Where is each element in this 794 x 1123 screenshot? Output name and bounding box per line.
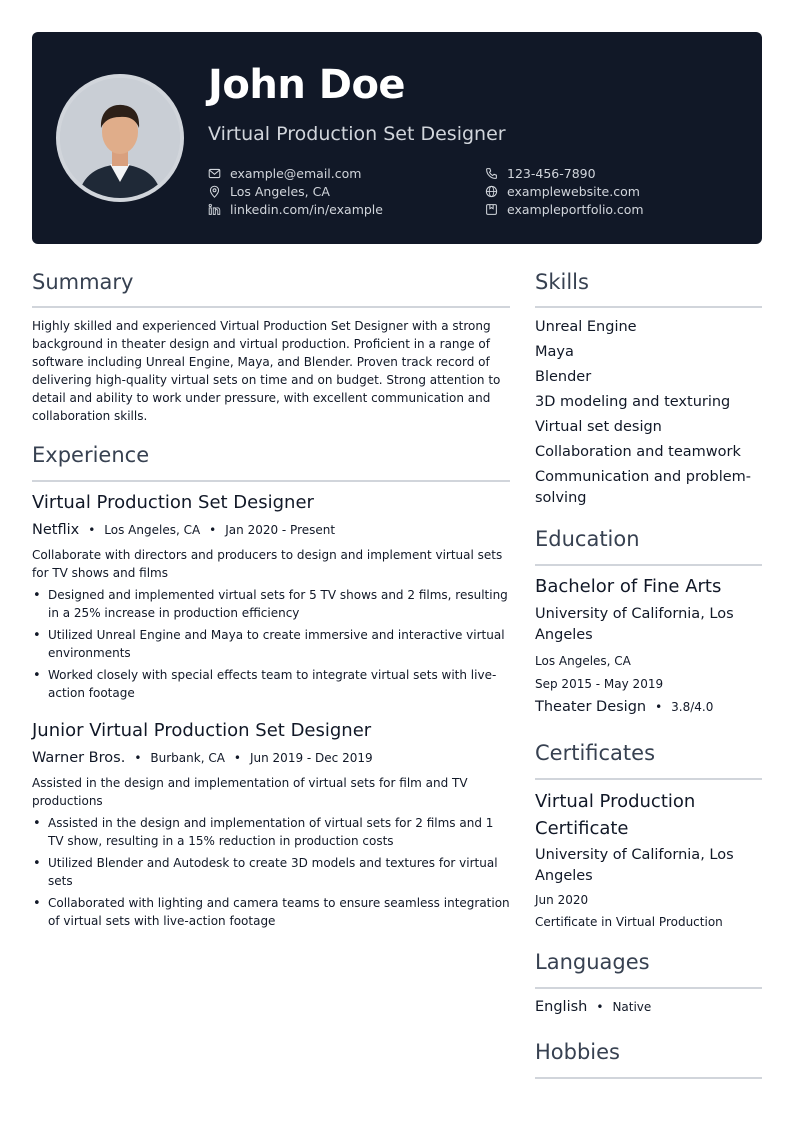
profile-photo — [56, 74, 184, 202]
contact-linkedin[interactable] — [208, 202, 383, 217]
linkedin-icon — [208, 203, 221, 216]
email-text: example@email.com — [230, 166, 362, 181]
separator-dot: • — [88, 523, 96, 537]
certificates-heading: Certificates — [535, 741, 656, 765]
job-title: Junior Virtual Production Set Designer — [32, 720, 372, 741]
education-heading: Education — [535, 527, 640, 551]
certificate-name: Virtual Production Certificate — [535, 791, 696, 839]
separator-dot: • — [233, 751, 241, 765]
job-bullet: • Utilized Unreal Engine and Maya to create immersive and interactive virtual environments — [32, 626, 510, 662]
map-pin-icon — [208, 185, 221, 198]
summary-heading: Summary — [32, 270, 134, 294]
job-bullet: • Utilized Blender and Autodesk to create 3D models and textures for virtual sets — [32, 854, 510, 890]
candidate-name: John Doe — [208, 62, 406, 108]
skills-divider — [535, 306, 762, 308]
skill-item: Maya — [535, 344, 574, 360]
location-text: Los Angeles, CA — [230, 184, 330, 199]
resume-header — [32, 32, 762, 244]
skill-item: Collaboration and teamwork — [535, 444, 741, 460]
contact-website[interactable] — [485, 184, 640, 199]
separator-dot: • — [209, 523, 217, 537]
job-location: Los Angeles, CA — [104, 523, 201, 537]
globe-icon — [485, 185, 498, 198]
languages-heading: Languages — [535, 950, 650, 974]
job-bullets — [32, 814, 510, 934]
job-title: Virtual Production Set Designer — [32, 492, 314, 513]
mail-icon — [208, 167, 221, 180]
contact-email[interactable] — [208, 166, 361, 181]
separator-dot: • — [134, 751, 142, 765]
job-bullet: • Worked closely with special effects team to integrate virtual sets with live-action footage — [32, 666, 510, 702]
linkedin-text: linkedin.com/in/example — [230, 202, 383, 217]
candidate-role: Virtual Production Set Designer — [208, 123, 506, 145]
separator-dot: • — [655, 700, 663, 714]
experience-divider — [32, 480, 510, 482]
job-company: Warner Bros. — [32, 750, 126, 766]
job-meta — [32, 522, 335, 538]
skill-item: Virtual set design — [535, 419, 662, 435]
job-company: Netflix — [32, 522, 80, 538]
summary-divider — [32, 306, 510, 308]
hobbies-heading: Hobbies — [535, 1040, 620, 1064]
job-bullets — [32, 586, 510, 706]
skill-item: 3D modeling and texturing — [535, 394, 731, 410]
skills-list — [535, 317, 762, 513]
certificates-divider — [535, 778, 762, 780]
education-location: Los Angeles, CA — [535, 654, 631, 668]
experience-heading: Experience — [32, 443, 150, 467]
job-description: Collaborate with directors and producers to design and implement virtual sets for TV shows and films — [32, 548, 503, 580]
job-bullet: • Collaborated with lighting and camera teams to ensure seamless integration of virtual sets with live-action footage — [32, 894, 510, 930]
job-dates: Jan 2020 - Present — [225, 523, 336, 537]
job-meta — [32, 750, 373, 766]
education-dates: Sep 2015 - May 2019 — [535, 677, 664, 691]
job-bullet: • Assisted in the design and implementation of virtual sets for 2 films and 1 TV show, resulting in a 15% reduction in production costs — [32, 814, 510, 850]
skill-item: Unreal Engine — [535, 319, 637, 335]
education-field-row — [535, 697, 762, 718]
contact-phone[interactable] — [485, 166, 596, 181]
hobbies-divider — [535, 1077, 762, 1079]
language-row — [535, 997, 762, 1018]
skill-item: Blender — [535, 369, 592, 385]
certificate-description: Certificate in Virtual Production — [535, 915, 723, 929]
language-level: Native — [612, 1000, 652, 1014]
skill-item: Communication and problem-solving — [535, 469, 752, 506]
job-dates: Jun 2019 - Dec 2019 — [249, 751, 373, 765]
certificate-date: Jun 2020 — [535, 893, 589, 907]
education-field: Theater Design — [535, 699, 647, 715]
separator-dot: • — [596, 1000, 604, 1014]
avatar-icon — [60, 78, 180, 198]
education-degree: Bachelor of Fine Arts — [535, 576, 722, 597]
portfolio-icon — [485, 203, 498, 216]
phone-icon — [485, 167, 498, 180]
job-description: Assisted in the design and implementation of virtual sets for film and TV productions — [32, 776, 468, 808]
skills-heading: Skills — [535, 270, 589, 294]
phone-text: 123-456-7890 — [507, 166, 596, 181]
certificate-issuer: University of California, Los Angeles — [535, 847, 734, 884]
job-bullet: • Designed and implemented virtual sets for 5 TV shows and 2 films, resulting in a 25% increase in production efficiency — [32, 586, 510, 622]
languages-divider — [535, 987, 762, 989]
job-location: Burbank, CA — [150, 751, 225, 765]
summary-text: Highly skilled and experienced Virtual Production Set Designer with a strong background in theater design and virtual production. Proficient in a range of software including Unreal Engine, Maya, and Blender. Proven track record of delivering high-quality virtual sets on time and on budget. Strong attention to detail and ability to work under pressure, with excellent communication and collaboration skills. — [32, 319, 501, 423]
education-divider — [535, 564, 762, 566]
contact-location — [208, 184, 330, 199]
education-gpa: 3.8/4.0 — [671, 700, 714, 714]
portfolio-text: exampleportfolio.com — [507, 202, 644, 217]
language-name: English — [535, 999, 588, 1015]
contact-portfolio[interactable] — [485, 202, 644, 217]
website-text: examplewebsite.com — [507, 184, 640, 199]
education-school: University of California, Los Angeles — [535, 606, 734, 643]
